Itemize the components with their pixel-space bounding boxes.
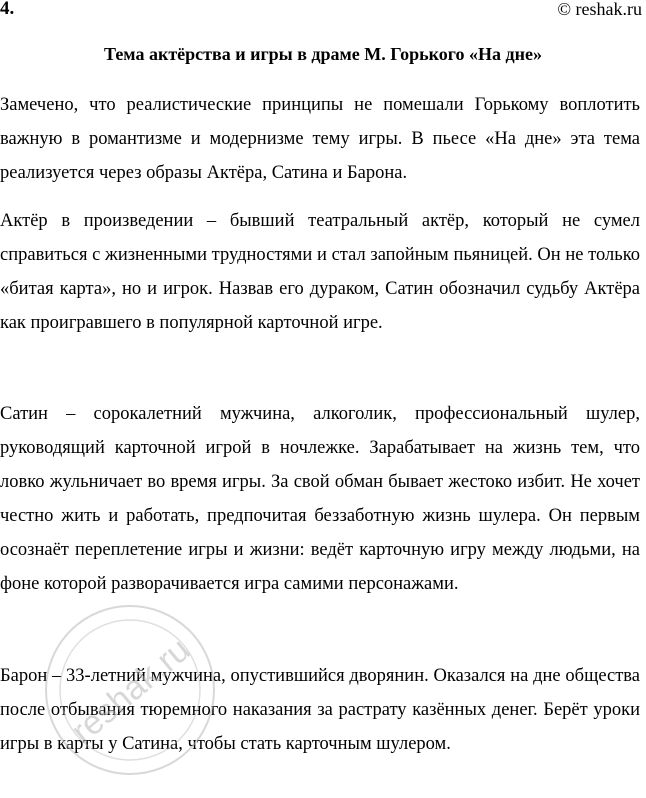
paragraph-satin: Сатин – сорокалетний мужчина, алкоголик, профессиональный шулер, руководящий карточной игрой в ночлежке. Зарабатывает на жизнь тем, что ловко жульничает во время игры. За свой обман бывает жестоко избит. Не хочет честно жить и работать, предпочитая беззаботную жизнь шулера. Он первым осознаёт переплетение игры и жизни: ведёт карточную игру между людьми, на фоне которой разворачивается игра самими персонажами. — [0, 404, 640, 594]
paragraph-actor: Актёр в произведении – бывший театральный актёр, который не сумел справиться с жизненными трудностями и стал запойным пьяницей. Он не только «битая карта», но и игрок. Назвав его дураком, Сатин обозначил судьбу Актёра как проигравшего в популярной карточной игре. — [0, 211, 640, 333]
paragraph-baron: Барон – 33-летний мужчина, опустившийся дворянин. Оказался на дне общества после отбывания тюремного наказания за растрату казённых денег. Берёт уроки игры в карты у Сатина, чтобы стать карточным шулером. — [0, 666, 640, 754]
svg-text:reshak.ru: reshak.ru — [64, 630, 198, 751]
site-credit: © reshak.ru — [557, 0, 642, 19]
essay-title: Тема актёрства и игры в драме М. Горького «На дне» — [104, 44, 542, 64]
task-number: 4. — [0, 0, 15, 19]
paragraph-intro: Замечено, что реалистические принципы не помешали Горькому воплотить важную в романтизме и модернизме тему игры. В пьесе «На дне» эта тема реализуется через образы Актёра, Сатина и Барона. — [0, 95, 640, 183]
